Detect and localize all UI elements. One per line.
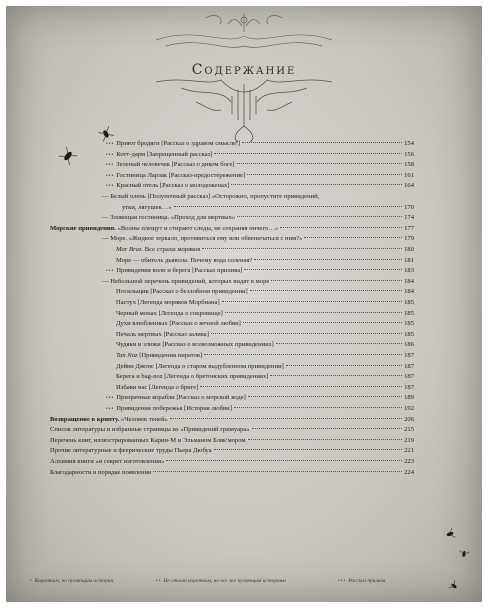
toc-entry-title: Черный монах [Легенда о сокровище] [116,309,223,317]
dot-leader [254,259,402,260]
dot-leader [200,386,402,387]
toc-entry-title: Благодарности в порядке появления [50,468,152,476]
toc-entry-title: — Небольшой перечень привидений, которых видят в море [102,277,270,285]
page-footer [6,578,482,590]
toc-entry-title: Дейви Джонс [Легенда о старом выдубленном привидении] [116,362,284,370]
toc-entry[interactable] [102,234,414,244]
toc-entry[interactable] [50,446,414,456]
toc-entry[interactable] [116,351,414,361]
toc-entry[interactable] [116,319,414,329]
dot-leader [286,365,402,366]
toc-entry[interactable] [116,372,414,382]
toc-page-number: 177 [404,224,414,232]
toc-entry-title: Список литературы и избранные страницы из «Привидений гримуара» [50,426,250,434]
bullet-dots-icon: ••• [106,184,115,190]
toc-entry[interactable] [116,287,414,297]
toc-entry[interactable] [116,362,414,372]
dot-leader [247,174,402,175]
table-of-contents [6,6,482,602]
dot-leader [242,142,402,143]
toc-entry-title: Избави нас [Легенда о бриге] [116,383,199,391]
toc-page-number: 223 [404,458,414,465]
toc-page-number: 219 [404,436,414,444]
toc-entry-title: Возвращение в крипту. «Человек теней» [50,415,168,423]
dot-leader [276,343,402,344]
toc-entry[interactable] [116,256,414,266]
dot-leader [237,216,402,217]
dot-leader [243,322,402,323]
toc-entry[interactable] [102,213,414,223]
toc-entry-title: Котт-дарм [Запрещенный рассказ] [116,150,213,158]
toc-page-number: 158 [404,161,414,169]
toc-entry-title: — Белый олень [Полуночный рассказ] «Осторожно, пропустите привидений, [102,193,320,200]
toc-entry[interactable] [106,393,414,403]
toc-entry-title: Гостиница Ларзак [Рассказ-предостережение] [116,171,246,179]
toc-entry[interactable] [116,245,414,255]
bullet-dots-icon: ••• [106,396,115,402]
bullet-dots-icon: ••• [106,407,115,412]
toc-entry[interactable] [50,436,414,446]
dot-leader [248,439,403,440]
toc-entry-title: Привидения волн и берега [Рассказ прилива] [116,267,243,275]
toc-page-number: 189 [404,394,414,402]
dot-leader [280,227,402,228]
toc-entry-title: утки, лягушек…» [122,203,172,211]
toc-entry[interactable] [122,203,414,213]
dot-leader [252,428,403,429]
toc-entry-title: Берега и bag-noz [Легенда о бретонских привидениях] [116,373,269,381]
dot-leader [222,301,402,302]
toc-entry-title: Прочие литературные и феерические труды Пьера Дюбуа [50,447,212,455]
dot-leader [231,184,402,185]
toc-entry[interactable] [116,298,414,308]
toc-entry-title: Море — обитель дьявола. Почему вода соленая? [116,256,253,264]
dot-leader [166,460,402,461]
bullet-dots-icon: ••• [106,152,115,158]
toc-page-number: 180 [404,246,414,253]
dot-leader [248,396,402,397]
dot-leader [271,280,402,281]
toc-entry-title: Духи влюбленных [Рассказ о вечной любви] [116,320,241,328]
dot-leader [237,163,402,164]
toc-page-number: 185 [404,320,414,328]
toc-entry-title: Перечень книг, иллюстрированных Карин-М и Эльманом Бляк'мором [50,436,246,444]
toc-entry[interactable] [106,139,414,149]
footer-legend-right: ••• Рассказ прилива [338,578,386,584]
toc-page-number: 170 [404,203,414,211]
toc-entry-title: — Зловещая гостиница. «Проход для мертвых» [102,214,236,222]
toc-entry-title: Морские привидения. «Волны плещут и стирают следы, не сохраняя ничего…» [50,224,279,232]
toc-entry[interactable] [50,457,414,467]
toc-entry-title: Печаль мертвых [Рассказ залива] [116,330,209,338]
toc-entry-title: Красный отель [Рассказ о молодоженах] [116,182,230,190]
toc-entry[interactable] [106,171,414,181]
toc-entry[interactable] [50,415,414,425]
toc-entry[interactable] [116,330,414,340]
toc-page-number: 224 [404,468,414,476]
dot-leader [153,471,402,472]
page-title: Содержание [191,62,297,78]
toc-entry[interactable] [50,224,414,234]
dot-leader [214,449,402,450]
toc-entry-title: Mor Braz. Все страхи моряков [116,246,201,253]
toc-page-number: 187 [404,362,414,370]
toc-page-number: 186 [404,341,414,349]
toc-page-number: 185 [404,330,414,338]
toc-page-number: 154 [404,140,414,147]
toc-entry[interactable] [50,425,414,435]
toc-entry[interactable] [102,277,414,287]
toc-entry[interactable] [102,192,414,202]
dot-leader [234,407,402,408]
bullet-dots-icon: ••• [106,269,115,275]
book-page [6,6,482,602]
toc-page-number: 183 [404,267,414,275]
toc-entry-title: — Море. «Жидкое зеркало, противиться ему или обвеничаться с ним?» [102,235,303,243]
toc-entry[interactable] [106,404,414,414]
footer-legend-left: • Коротким, но пугающим истории [30,578,114,584]
toc-page-number: 192 [404,405,414,412]
toc-entry-title: Зеленый человечек [Рассказ о диком боге] [116,161,235,169]
toc-page-number: 181 [404,256,414,264]
dot-leader [211,333,402,334]
bullet-dots-icon: ••• [106,163,115,169]
toc-entry[interactable] [106,150,414,160]
toc-page-number: 187 [404,373,414,381]
dot-leader [304,237,402,238]
dot-leader [202,248,402,249]
toc-page-number: 184 [404,277,414,285]
bullet-dots-icon: ••• [106,142,115,147]
dot-leader [270,375,402,376]
toc-page-number: 215 [404,426,414,434]
footer-legend-middle: •• Не стоит коротким, но все же пугающим историям [156,578,286,584]
toc-entry-title: Tan Noz [Привидения пиратов] [116,352,203,359]
toc-page-number: 187 [404,352,414,359]
toc-entry-title: Привидения побережья [История любви] [116,405,232,412]
toc-page-number: 185 [404,299,414,306]
toc-page-number: 184 [404,288,414,296]
dot-leader [174,206,402,207]
toc-entry-title: Чудяки и злюки [Рассказ о всевозможных привидениях] [116,341,274,349]
toc-page-number: 185 [404,309,414,317]
toc-page-number: 179 [404,235,414,243]
toc-entry[interactable] [116,340,414,350]
dot-leader [170,418,402,419]
toc-entry-title: Призрачные корабли [Рассказ о морской воде] [116,394,246,402]
dot-leader [225,312,402,313]
toc-entry[interactable] [50,468,414,478]
toc-entry[interactable] [106,266,414,276]
toc-page-number: 156 [404,150,414,158]
dot-leader [244,269,402,270]
toc-entry-title: Пастух [Легенда моряков Морбиана] [116,299,220,306]
toc-entry-title: Приют бродяги [Рассказ о здравом смысле!] [116,140,241,147]
toc-page-number: 161 [404,171,414,179]
dot-leader [204,354,402,355]
toc-entry-title: Носильщик [Рассказ о безлобном привидении] [116,288,248,296]
dot-leader [250,290,402,291]
toc-entry[interactable] [116,309,414,319]
toc-entry[interactable] [106,181,414,191]
toc-page-number: 174 [404,214,414,222]
toc-page-number: 221 [404,447,414,455]
toc-page-number: 164 [404,182,414,190]
dot-leader [214,153,402,154]
toc-page-number: 206 [404,415,414,423]
toc-entry[interactable] [106,160,414,170]
bullet-dots-icon: ••• [106,173,115,179]
toc-page-number: 187 [404,383,414,391]
toc-entry[interactable] [116,383,414,393]
toc-entry-title: Алхимия книги «и секрет изготовления» [50,458,165,465]
